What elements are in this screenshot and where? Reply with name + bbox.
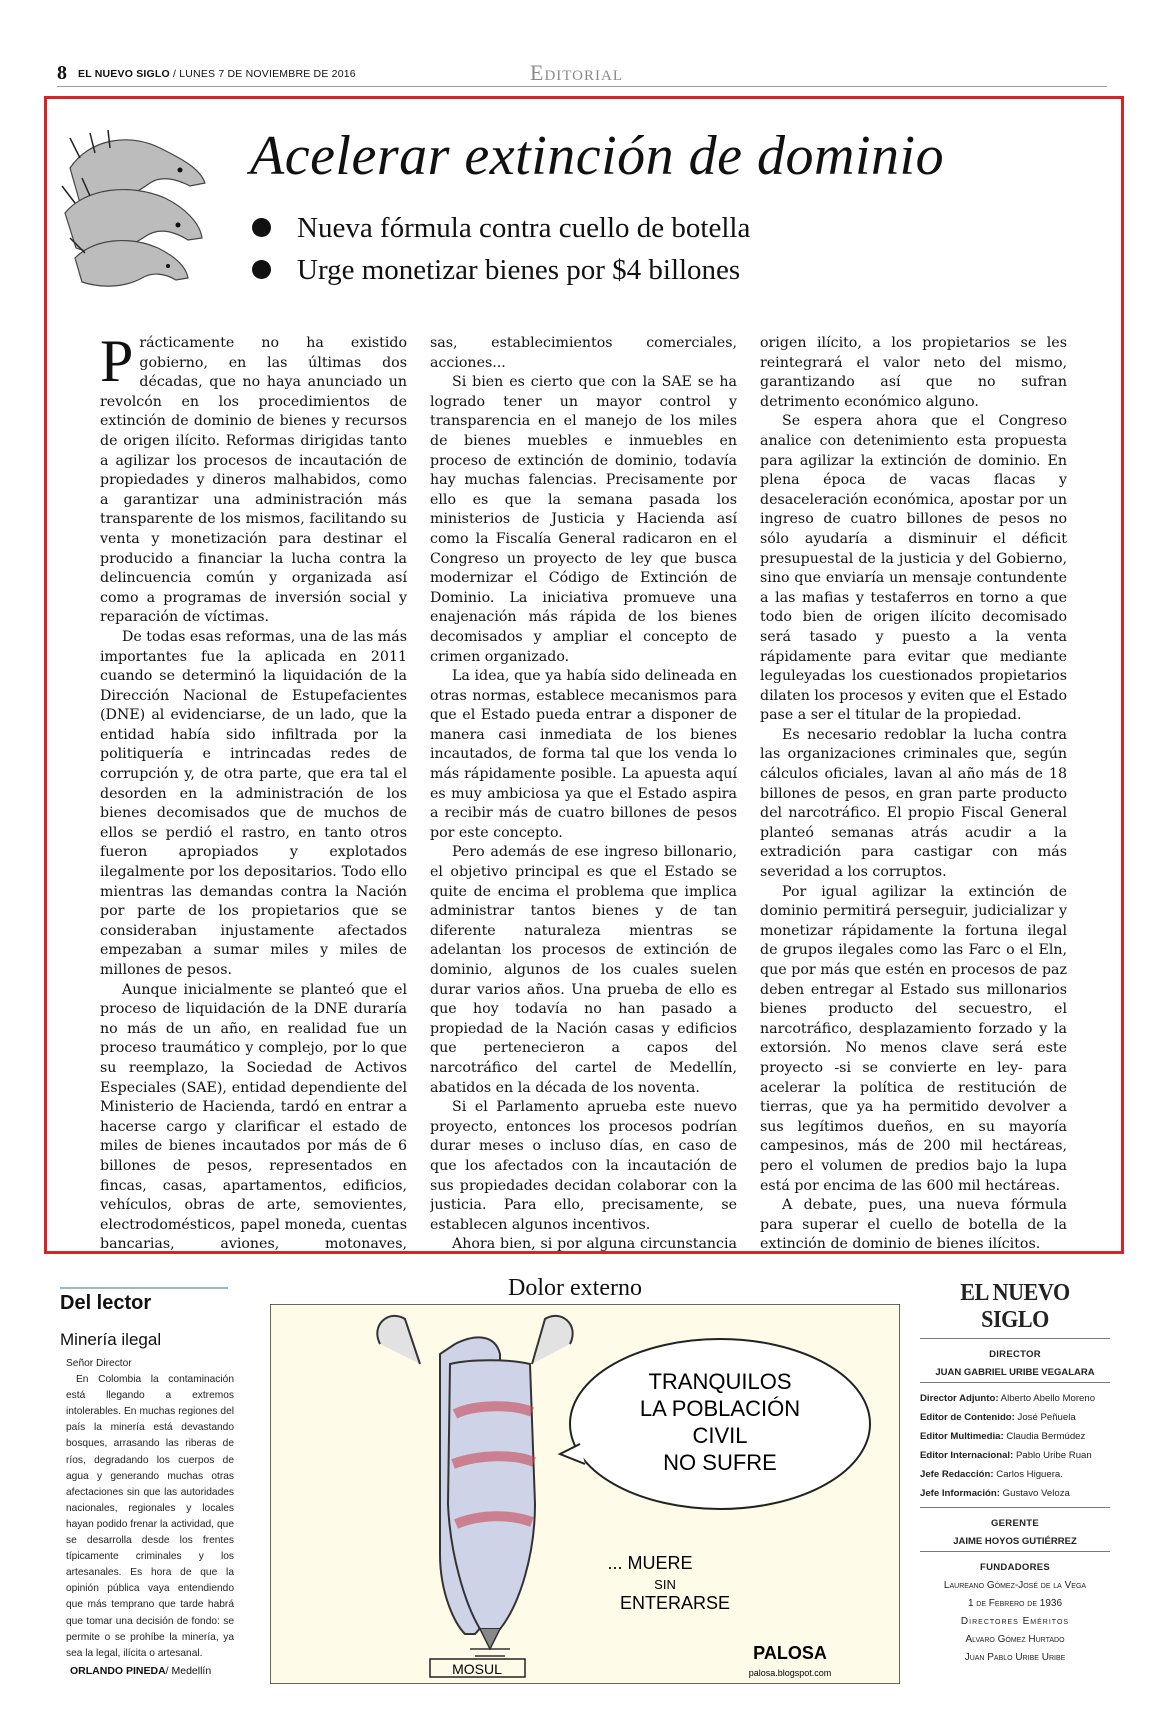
manager-name: JAIME HOYOS GUTIÉRREZ — [953, 1536, 1077, 1547]
article-column-1 — [100, 334, 407, 1252]
founders-label: FUNDADORES — [979, 1562, 1051, 1573]
director-label: DIRECTOR — [989, 1349, 1041, 1360]
emeritus-label: Directores Eméritos — [960, 1616, 1070, 1627]
place-label: MOSUL — [452, 1661, 502, 1677]
article-paragraph: sas, establecimientos comerciales, acciones... — [430, 335, 737, 371]
article-paragraph: Prácticamente no ha existido gobierno, en las últimas dos décadas, que no haya anunciado un revolcón en los procedimientos de extinción de dominio de bienes y recursos de origen ilícito. Reformas dirigidas tanto a agilizar los procesos de incautación de propiedades y dineros malhabidos, como a garantizar una administración más transparente de los mismos, facilitando su venta y monetización para destinar el producido a financiar la lucha contra la delincuencia común y organizada así como a programas de inversión social y reparación de víctimas. — [100, 334, 407, 626]
speech-line: CIVIL — [692, 1423, 748, 1448]
caption-line: SIN — [654, 1577, 676, 1592]
founders-block — [920, 1577, 1110, 1667]
speech-line: TRANQUILOS — [648, 1369, 792, 1394]
deck-text: Urge monetizar bienes por $4 billones — [297, 254, 741, 286]
manager-label: GERENTE — [990, 1518, 1040, 1529]
article-paragraph: Es necesario redoblar la lucha contra las organizaciones criminales que, según cálculos oficiales, lavan al año más de 18 billones de pesos, en gran parte producto del narcotráfico. El propio Fiscal General planteó semanas atrás acudir a la extradición para castigar con más severidad a los corruptos. — [760, 726, 1067, 881]
cartoon-illustration — [270, 1304, 900, 1684]
article-paragraph: La idea, que ya había sido delineada en otras normas, establece mecanismos para que el Estado pueda entrar a disponer de manera casi inmediata de los bienes incautados, de forma tal que los venda lo más rápidamente posible. La apuesta aquí es muy ambiciosa ya que el Estado aspira a recibir más de cuatro billones de pesos por este concepto. — [430, 668, 737, 841]
staff-box — [920, 1280, 1110, 1667]
letter-author: ORLANDO PINEDA — [70, 1665, 166, 1677]
bullet-icon — [252, 218, 271, 237]
letter-body — [66, 1356, 234, 1692]
drop-cap: P — [100, 334, 134, 394]
staff-paper-name: EL NUEVO SIGLO — [960, 1280, 1070, 1333]
staff-role-row: Director Adjunto: Alberto Abello Moreno — [920, 1393, 1096, 1404]
article-paragraph: Por igual agilizar la extinción de dominio permitirá perseguir, judicializar y monetizar rápidamente la fortuna ilegal de grupos ilegales como las Farc o el Eln, que por más que estén en procesos de paz deben entregar al Estado sus millonarios bienes producto del secuestro, el narcotráfico, desplazamiento forzado y la extorsión. No menos clave será este proyecto -si se convierte en ley- para acelerar la política de restitución de tierras, que ya ha permitido devolver a sus legítimos dueños, en su mayoría campesinos, más de 200 mil hectáreas, pero el volumen de predios bajo la lupa está por encima de las 600 mil hectáreas. — [760, 883, 1067, 1194]
masthead-line — [78, 68, 356, 80]
lector-rule — [60, 1287, 228, 1289]
staff-roles — [920, 1389, 1110, 1503]
speech-line: NO SUFRE — [663, 1450, 777, 1475]
masthead-paper-name: EL NUEVO SIGLO — [78, 68, 170, 80]
article-column-2 — [430, 334, 737, 1252]
letter-signature — [70, 1665, 211, 1677]
staff-rule — [920, 1382, 1110, 1383]
article-paragraph: Aunque inicialmente se planteó que el proceso de liquidación de la DNE duraría no más de un año, en realidad fue un proceso traumático y complejo, por lo que su reemplazo, la Sociedad de Activos Especiales (SAE), entidad dependiente del Ministerio de Hacienda, tardó en entrar a hacerse cargo y clarificar el estado de miles de bienes incautados por más de 6 billones de pesos, representados en fincas, casas, apartamentos, edificios, vehículos, obras de arte, semovientes, electrodomésticos, papel moneda, cuentas bancarias, aviones, motonaves, — [100, 981, 407, 1252]
letter-city: / Medellín — [165, 1665, 212, 1677]
article-paragraph: Si bien es cierto que con la SAE se ha logrado tener un mayor control y transparencia en el manejo de los miles de bienes muebles e inmuebles en proceso de extinción de dominio, todavía hay muchas falencias. Precisamente por ello es que la semana pasada los ministerios de Justicia y Hacienda así como la Fiscalía General radicaron en el Congreso un proyecto de ley que busca modernizar el Código de Extinción de Dominio. La iniciativa promueve una enajenación más rápida de los bienes decomisados y ampliar el concepto de crimen organizado. — [430, 374, 737, 665]
staff-rule — [920, 1338, 1110, 1339]
article-paragraph: Pero además de ese ingreso billonario, el objetivo principal es que el Estado se quite de encima el problema que implica administrar tantos bienes y de tan diferente naturaleza mientras se adelantan los procesos de extinción de dominio, algunos de los cuales suelen durar varios años. Una prueba de ello es que hoy todavía no han pasado a propiedad de la Nación casas y edificios que pertenecieron a capos del narcotráfico del cartel de Medellín, abatidos en la década de los noventa. — [430, 844, 737, 1096]
speech-line: LA POBLACIÓN — [639, 1396, 801, 1421]
deck-line — [252, 254, 740, 287]
article-column-3 — [760, 334, 1067, 1252]
letters-section-title: Del lector — [60, 1292, 152, 1314]
letter-paragraph: En Colombia la contaminación está llegando a extremos intolerables. En muchas regiones del país la minería está devastando bosques, arrasando las riberas de ríos, degradando los cuerpos de agua y generando muchas otras afectaciones sin que las autoridades nacionales, regionales y locales hayan podido frenar la actividad, que se desarrolla desde los frentes típicamente criminales y los artesanales. Es hora de que la opinión pública vaya entendiendo que más temprano que tarde habrá que tomar una decisión de fondo: se permite o se prohíbe la minería, ya sea la legal, ilícita o artesanal. — [66, 1374, 234, 1659]
page-number: 8 — [57, 62, 67, 84]
article-paragraph: origen ilícito, a los propietarios se les reintegrará el valor neto del mismo, garantizando así que no sufran detrimento económico alguno. — [760, 335, 1067, 410]
staff-rule — [920, 1507, 1110, 1508]
section-title: Editorial — [530, 60, 623, 85]
horses-illustration — [60, 128, 210, 288]
staff-role-row: Editor Internacional: Pablo Uribe Ruan — [920, 1450, 1092, 1461]
staff-rule — [920, 1551, 1110, 1552]
letter-salutation: Señor Director — [66, 1358, 132, 1369]
article-paragraph: Si el Parlamento aprueba este nuevo proyecto, entonces los procesos podrían durar meses o incluso días, en caso de que los afectados con la incautación de sus propiedades decidan colaborar con la justicia. Para ello, precisamente, se establecen algunos incentivos. — [430, 1099, 737, 1233]
founding-date: 1 de Febrero de 1936 — [967, 1598, 1063, 1609]
cartoonist-signature: PALOSA — [753, 1643, 827, 1663]
article-paragraph: Se espera ahora que el Congreso analice con detenimiento esta propuesta para agilizar la extinción de dominio. En plena época de vacas flacas y desaceleración económica, apostar por un ingreso de cuatro billones de pesos no sólo ayudaría a disminuir el déficit presupuestal de la justicia y del Gobierno, sino que enviaría un mensaje contundente a las mafias y testaferros en torno a que todo bien de origen ilícito decomisado será tasado y puesto a la venta rápidamente para evitar que mediante leguleyadas los cuestionados propietarios dilaten los procesos y eviten que el Estado pase a ser el titular de la propiedad. — [760, 413, 1067, 724]
founders-names: Laureano Gómez-José de la Vega — [943, 1580, 1087, 1591]
emeritus-name: Juan Pablo Uribe Uribe — [964, 1652, 1066, 1663]
staff-role-row: Jefe Redacción: Carlos Higuera. — [920, 1469, 1063, 1480]
staff-role-row: Jefe Información: Gustavo Veloza — [920, 1488, 1070, 1499]
letter-title: Minería ilegal — [60, 1330, 162, 1349]
article-paragraph: Ahora bien, si por alguna circunstancia — [452, 1236, 737, 1252]
header-rule — [57, 86, 1107, 87]
article-paragraph: De todas esas reformas, una de las más importantes fue la aplicada en 2011 cuando se determinó la liquidación de la Dirección Nacional de Estupefacientes (DNE) al evidenciarse, de un lado, que la entidad había sido infiltrada por la politiquería e intrincadas redes de corrupción y, de otra parte, que era tal el desorden en la administración de los bienes decomisados que de muchos de ellos se perdió el rastro, en tanto otros fueron apropiados y explotados ilegalmente por los depositarios. Todo ello mientras las demandas contra la Nación por parte de los propietarios que se consideraban injustamente afectados empezaban a sumar miles y miles de millones de pesos. — [100, 628, 407, 978]
caption-line: ... MUERE — [607, 1553, 693, 1573]
staff-role-row: Editor de Contenido: José Peñuela — [920, 1412, 1076, 1423]
staff-role-row: Editor Multimedia: Claudia Bermúdez — [920, 1431, 1086, 1442]
cartoonist-blog: palosa.blogspot.com — [748, 1668, 832, 1678]
masthead-date: / LUNES 7 DE NOVIEMBRE DE 2016 — [173, 68, 356, 80]
bullet-icon — [252, 260, 271, 279]
article-paragraph: A debate, pues, una nueva fórmula para superar el cuello de botella de la extinción de dominio de bienes ilícitos. — [760, 1197, 1067, 1252]
cartoon-title: Dolor externo — [508, 1275, 642, 1301]
director-name: JUAN GABRIEL URIBE VEGALARA — [935, 1367, 1095, 1378]
caption-line: ENTERARSE — [619, 1593, 731, 1613]
deck-line — [252, 212, 750, 245]
emeritus-name: Alvaro Gómez Hurtado — [965, 1634, 1065, 1645]
editorial-headline: Acelerar extinción de dominio — [250, 125, 945, 187]
deck-text: Nueva fórmula contra cuello de botella — [297, 212, 751, 244]
